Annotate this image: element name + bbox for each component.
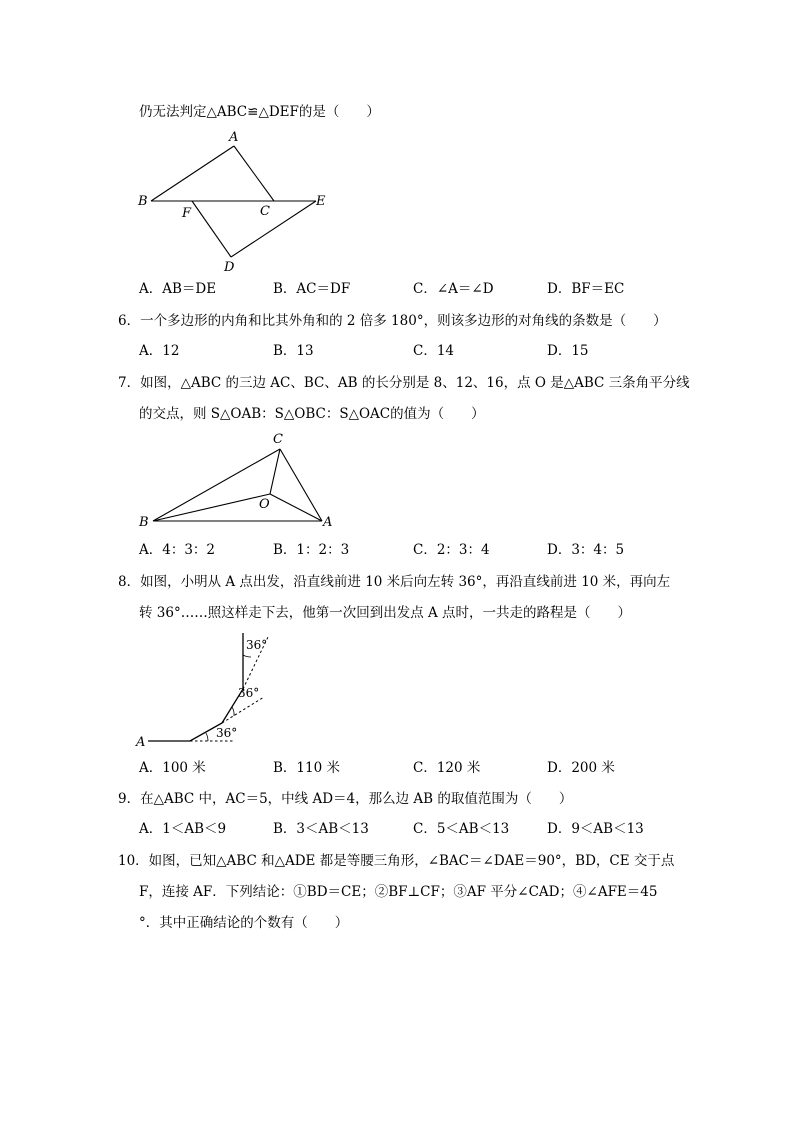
q8-option-b[interactable]: B．110 米: [273, 760, 340, 776]
q7-segment-OB: [153, 494, 270, 521]
q7-options: [139, 541, 739, 559]
q7-label-C: C: [273, 432, 283, 447]
q8-options: [139, 759, 739, 777]
q8-stem-line2: 转 36°……照这样走下去，他第一次回到出发点 A 点时，一共走的路程是（ ）: [139, 605, 632, 621]
q8-option-a[interactable]: A．100 米: [139, 760, 206, 776]
q9-options: [139, 820, 739, 838]
q5-options: [139, 280, 739, 298]
q5-segment-AC: [234, 146, 274, 201]
q9-option-a[interactable]: A．1＜AB＜9: [139, 821, 227, 837]
q8-angle-arc-3: [243, 655, 251, 657]
q8-angle-label-1: 36°: [216, 726, 238, 740]
q8-figure: [130, 625, 290, 755]
q7-option-b[interactable]: B．1：2：3: [273, 542, 350, 558]
q5-stem: 仍无法判定△ABC≌△DEF的是（ ）: [139, 104, 380, 120]
q6-options: [139, 342, 739, 360]
q5-label-B: B: [138, 194, 148, 209]
q5-label-A: A: [229, 130, 239, 145]
q5-option-a[interactable]: A．AB＝DE: [139, 281, 217, 297]
q5-label-E: E: [316, 194, 326, 209]
q5-segment-DE: [231, 201, 316, 257]
q9-stem: 9．在△ABC 中，AC＝5，中线 AD＝4，那么边 AB 的取值范围为（ ）: [118, 791, 573, 807]
q7-option-d[interactable]: D．3：4：5: [547, 542, 625, 558]
q7-label-O: O: [259, 497, 270, 512]
q8-stem-line1: 8．如图，小明从 A 点出发，沿直线前进 10 米后向左转 36°，再沿直线前进 10 米，再向左: [118, 574, 671, 590]
q8-option-d[interactable]: D．200 米: [547, 760, 615, 776]
q10-stem-line2: F，连接 AF．下列结论：①BD＝CE；②BF⊥CF；③AF 平分∠CAD；④∠AFE＝45: [139, 884, 658, 900]
q6-option-a[interactable]: A．12: [139, 343, 180, 359]
q8-angle-arc-1: [206, 733, 208, 741]
q5-label-F: F: [182, 206, 192, 221]
q6-option-b[interactable]: B．13: [273, 343, 314, 359]
q9-option-c[interactable]: C．5＜AB＜13: [413, 821, 510, 837]
q5-segment-FD: [192, 201, 231, 257]
q8-label-A: A: [136, 735, 146, 750]
q8-angle-arc-2: [232, 707, 234, 716]
q6-stem: 6．一个多边形的内角和比其外角和的 2 倍多 180°，则该多边形的对角线的条数是（ ）: [118, 313, 667, 329]
q6-option-d[interactable]: D．15: [547, 343, 589, 359]
q8-angle-label-3: 36°: [246, 638, 268, 652]
q7-stem-line1: 7．如图，△ABC 的三边 AC、BC、AB 的长分别是 8、12、16，点 O 是△ABC 三条角平分线: [118, 375, 690, 391]
q5-option-c[interactable]: C．∠A＝∠D: [413, 281, 494, 297]
q8-option-c[interactable]: C．120 米: [413, 760, 481, 776]
q7-stem-line2: 的交点，则 S△OAB：S△OBC：S△OAC的值为（ ）: [139, 406, 485, 422]
q10-stem-line1: 10．如图，已知△ABC 和△ADE 都是等腰三角形，∠BAC＝∠DAE＝90°，BD，CE 交于点: [118, 853, 675, 869]
q5-option-b[interactable]: B．AC＝DF: [273, 281, 351, 297]
q7-figure: [130, 428, 350, 538]
q5-figure: [130, 125, 350, 275]
q8-extension-2: [222, 697, 264, 723]
q8-angle-label-2: 36°: [238, 686, 260, 700]
q5-segment-BA: [151, 146, 234, 201]
q9-option-d[interactable]: D．9＜AB＜13: [547, 821, 644, 837]
q7-segment-OC: [270, 449, 280, 494]
q6-option-c[interactable]: C．14: [413, 343, 455, 359]
q7-label-A: A: [323, 515, 333, 530]
q7-label-B: B: [139, 515, 149, 530]
q5-option-d[interactable]: D．BF＝EC: [547, 281, 625, 297]
q7-option-a[interactable]: A．4：3：2: [139, 542, 216, 558]
q7-option-c[interactable]: C．2：3：4: [413, 542, 490, 558]
q9-option-b[interactable]: B．3＜AB＜13: [273, 821, 369, 837]
q5-label-D: D: [224, 260, 235, 275]
q8-walk-path: [148, 633, 243, 741]
q5-label-C: C: [260, 204, 270, 219]
q10-stem-line3: °．其中正确结论的个数有（ ）: [139, 915, 349, 931]
